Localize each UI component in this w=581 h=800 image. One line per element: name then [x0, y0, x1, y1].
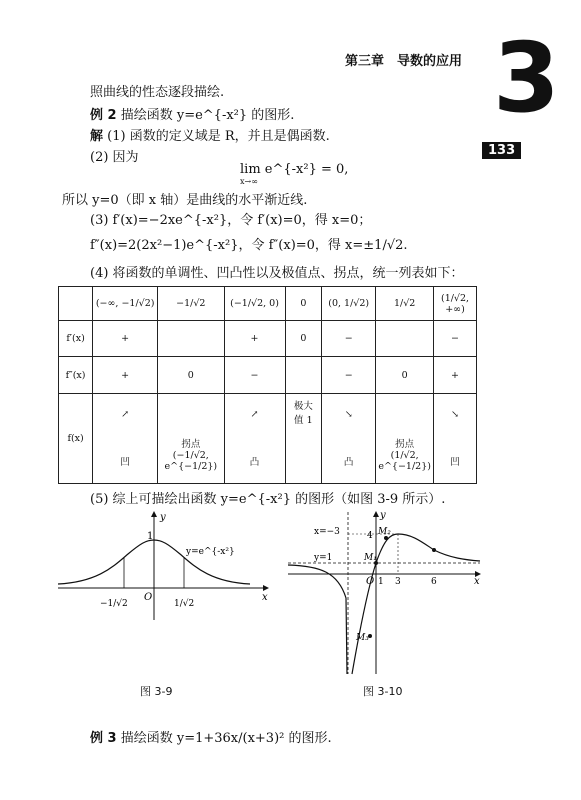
- solution-step-2: (2) 因为: [90, 150, 139, 165]
- figure-3-10-caption: 图 3-10: [363, 685, 403, 698]
- solution-step-4: (4) 将函数的单调性、凹凸性以及极值点、拐点，统一列表如下：: [90, 266, 464, 281]
- table-cell: [93, 394, 158, 484]
- table-cell: [322, 394, 376, 484]
- intro-text: 照曲线的性态逐段描绘.: [90, 85, 225, 100]
- table-cell: 0: [158, 357, 224, 394]
- decreasing-arrow-icon: ↘: [451, 409, 459, 420]
- y-axis-label: y: [160, 512, 166, 523]
- table-cell: [376, 321, 434, 357]
- concavity-label: 凹: [450, 457, 460, 468]
- extremum-label: 极大值 1: [293, 401, 313, 426]
- solution-step-3a: (3) f′(x)=−2xe^{-x²}，令 f′(x)=0，得 x=0；: [90, 213, 372, 228]
- example-text: 描绘函数 y=e^{-x²} 的图形.: [120, 108, 295, 123]
- y-tick-4: 4: [367, 531, 373, 541]
- row-label: f″(x): [59, 357, 93, 394]
- x-axis-label: x: [474, 576, 480, 587]
- step-text: (1) 函数的定义域是 R，并且是偶函数.: [107, 129, 330, 144]
- limit-expression: lim e^{-x²} = 0,: [240, 162, 349, 177]
- table-cell: [434, 394, 477, 484]
- vertical-asymptote-label: x=−3: [314, 527, 340, 537]
- chapter-header: 第三章 导数的应用: [345, 54, 463, 69]
- x-tick-3: 3: [395, 577, 401, 587]
- inflection-point: (1/√2, e^{−1/2}): [378, 449, 431, 472]
- table-cell: 0: [376, 357, 434, 394]
- M2-label: M₂: [378, 527, 391, 537]
- left-branch-curve: [288, 565, 347, 674]
- solution-step-5: (5) 综上可描绘出函数 y=e^{-x²} 的图形（如图 3-9 所示）.: [90, 492, 446, 507]
- chapter-number: 3: [493, 22, 560, 134]
- inflection-point: (−1/√2, e^{−1/2}): [164, 449, 218, 472]
- row-label: f(x): [59, 394, 93, 484]
- table-row-fdoubleprime: [59, 357, 477, 394]
- y-intercept-label: 1: [147, 531, 154, 542]
- example-2: [90, 104, 294, 123]
- origin-label: O: [144, 592, 153, 603]
- table-cell: [158, 394, 224, 484]
- table-col-header: (1/√2, +∞): [434, 287, 477, 321]
- decreasing-arrow-icon: ↘: [344, 409, 353, 420]
- horizontal-asymptote-label: y=1: [314, 553, 333, 563]
- origin-label: O: [366, 576, 375, 587]
- row-label: f′(x): [59, 321, 93, 357]
- inflection-label: 拐点: [181, 438, 201, 450]
- x-tick-1: 1: [378, 577, 384, 587]
- increasing-arrow-icon: ↗: [121, 409, 130, 420]
- example-label: 例 3: [90, 731, 117, 746]
- table-cell: [158, 321, 224, 357]
- asymptote-text: 所以 y=0（即 x 轴）是曲线的水平渐近线.: [62, 193, 308, 208]
- page-number: 133: [482, 142, 521, 159]
- example-text: 描绘函数 y=1+36x/(x+3)² 的图形.: [120, 731, 332, 746]
- table-header-row: [59, 287, 477, 321]
- inflection-label: 拐点: [395, 438, 415, 450]
- table-cell: +: [434, 357, 477, 394]
- solution-step-3b: f″(x)=2(2x²−1)e^{-x²}，令 f″(x)=0，得 x=±1/√2.: [90, 238, 408, 253]
- table-col-header: (−1/√2, 0): [224, 287, 285, 321]
- table-cell: −: [322, 321, 376, 357]
- table-cell: −: [322, 357, 376, 394]
- example-3: [90, 727, 332, 746]
- table-cell: 0: [285, 321, 322, 357]
- figure-3-9: [58, 508, 278, 628]
- y-axis-label: y: [380, 510, 386, 521]
- M3-label: M₃: [356, 633, 369, 643]
- table-cell: +: [224, 321, 285, 357]
- concavity-label: 凸: [249, 457, 260, 468]
- table-col-header: (0, 1/√2): [322, 287, 376, 321]
- table-cell: [285, 394, 322, 484]
- table-cell: −: [434, 321, 477, 357]
- table-cell: [376, 394, 434, 484]
- figure-3-10: [280, 508, 490, 678]
- left-tick-label: −1/√2: [100, 599, 128, 609]
- table-col-header: (−∞, −1/√2): [93, 287, 158, 321]
- right-tick-label: 1/√2: [174, 599, 195, 609]
- solution-label: 解: [90, 129, 104, 144]
- example-label: 例 2: [90, 108, 117, 123]
- table-corner-cell: [59, 287, 93, 321]
- table-cell: −: [224, 357, 285, 394]
- figure-3-9-caption: 图 3-9: [140, 685, 173, 698]
- concavity-label: 凹: [120, 457, 130, 468]
- curve-label: y=e^{-x²}: [186, 547, 235, 557]
- x-tick-6: 6: [431, 577, 437, 587]
- solution-step-1: [90, 125, 330, 144]
- concavity-label: 凸: [343, 457, 354, 468]
- table-cell: +: [93, 357, 158, 394]
- table-row-fprime: [59, 321, 477, 357]
- limit-subscript: x→∞: [240, 177, 258, 186]
- point-x6: [432, 548, 436, 552]
- table-cell: [285, 357, 322, 394]
- M1-label: M₁: [364, 553, 377, 563]
- table-col-header: −1/√2: [158, 287, 224, 321]
- table-row-f: [59, 394, 477, 484]
- table-cell: +: [93, 321, 158, 357]
- x-axis-label: x: [262, 592, 268, 603]
- table-cell: [224, 394, 285, 484]
- analysis-table: [58, 286, 477, 484]
- increasing-arrow-icon: ↗: [250, 409, 259, 420]
- table-col-header: 0: [285, 287, 322, 321]
- table-col-header: 1/√2: [376, 287, 434, 321]
